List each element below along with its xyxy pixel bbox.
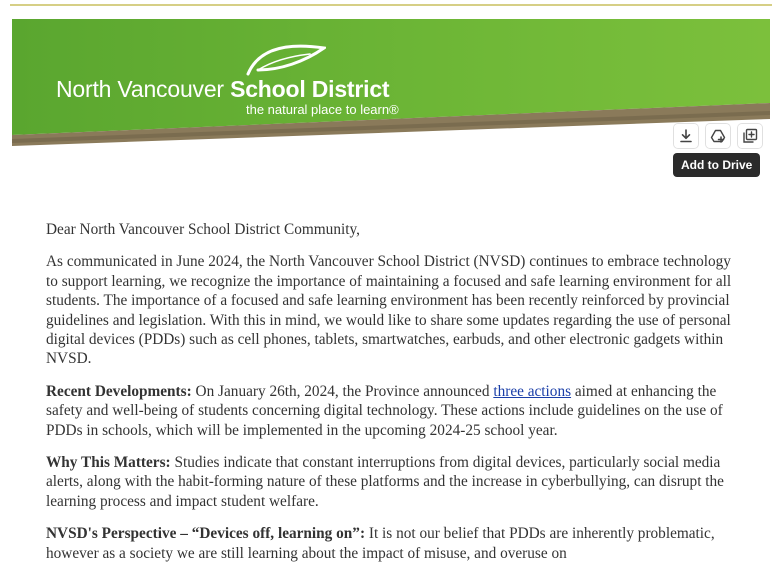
- recent-text-after: aimed at enhancing the safety and well-being of students concerning digital technology. These actions include guidelines on the use of PDDs in schools, which will be implemented in the upcoming 2024-25 school year.: [46, 382, 723, 439]
- nvsd-perspective-heading: NVSD's Perspective – “Devices off, learning on”:: [46, 525, 366, 543]
- why-this-matters-paragraph: [46, 453, 738, 511]
- intro-paragraph: As communicated in June 2024, the North Vancouver School District (NVSD) continues to embrace technology to support learning, we recognize the importance of maintaining a focused and safe learning environment for all students. The importance of a focused and safe learning environment has been recently reinforced by provincial guidelines and legislation. With this in mind, we would like to share some updates regarding the use of personal digital devices (PDDs) such as cell phones, tablets, smartwatches, earbuds, and other electronic gadgets within NVSD.: [46, 253, 732, 368]
- three-actions-link[interactable]: three actions: [493, 382, 572, 400]
- letter-body: [46, 220, 738, 576]
- recent-developments-heading: Recent Developments:: [46, 382, 192, 400]
- top-divider: [10, 4, 772, 6]
- download-button[interactable]: [674, 124, 698, 148]
- add-to-drive-button[interactable]: [706, 124, 730, 148]
- add-to-drive-icon: [710, 128, 726, 144]
- recent-text-before: On January 26th, 2024, the Province announced: [191, 382, 494, 400]
- district-tagline: the natural place to learn®: [246, 102, 399, 117]
- recent-developments-paragraph: [46, 382, 738, 440]
- district-name: [56, 75, 389, 103]
- district-logo: [56, 75, 399, 117]
- district-name-bold: School District: [230, 76, 390, 102]
- add-to-drive-tooltip: Add to Drive: [673, 153, 760, 177]
- add-copy-icon: [742, 128, 758, 144]
- district-name-regular: North Vancouver: [56, 76, 231, 102]
- image-toolbar: [674, 124, 762, 148]
- nvsd-perspective-text: It is not our belief that PDDs are inherently problematic, however as a society we are still learning about the impact of misuse, and overuse on: [46, 525, 715, 562]
- download-icon: [678, 128, 694, 144]
- add-copy-button[interactable]: [738, 124, 762, 148]
- nvsd-perspective-paragraph: [46, 524, 738, 563]
- why-this-matters-text: Studies indicate that constant interruptions from digital devices, particularly social media alerts, along with the habit-forming nature of these platforms and the increase in cyberbullying, can disrupt the learning process and impact student welfare.: [46, 454, 724, 510]
- greeting: Dear North Vancouver School District Community,: [46, 221, 360, 238]
- leaf-logo-icon: [244, 40, 326, 78]
- why-this-matters-heading: Why This Matters:: [46, 454, 171, 472]
